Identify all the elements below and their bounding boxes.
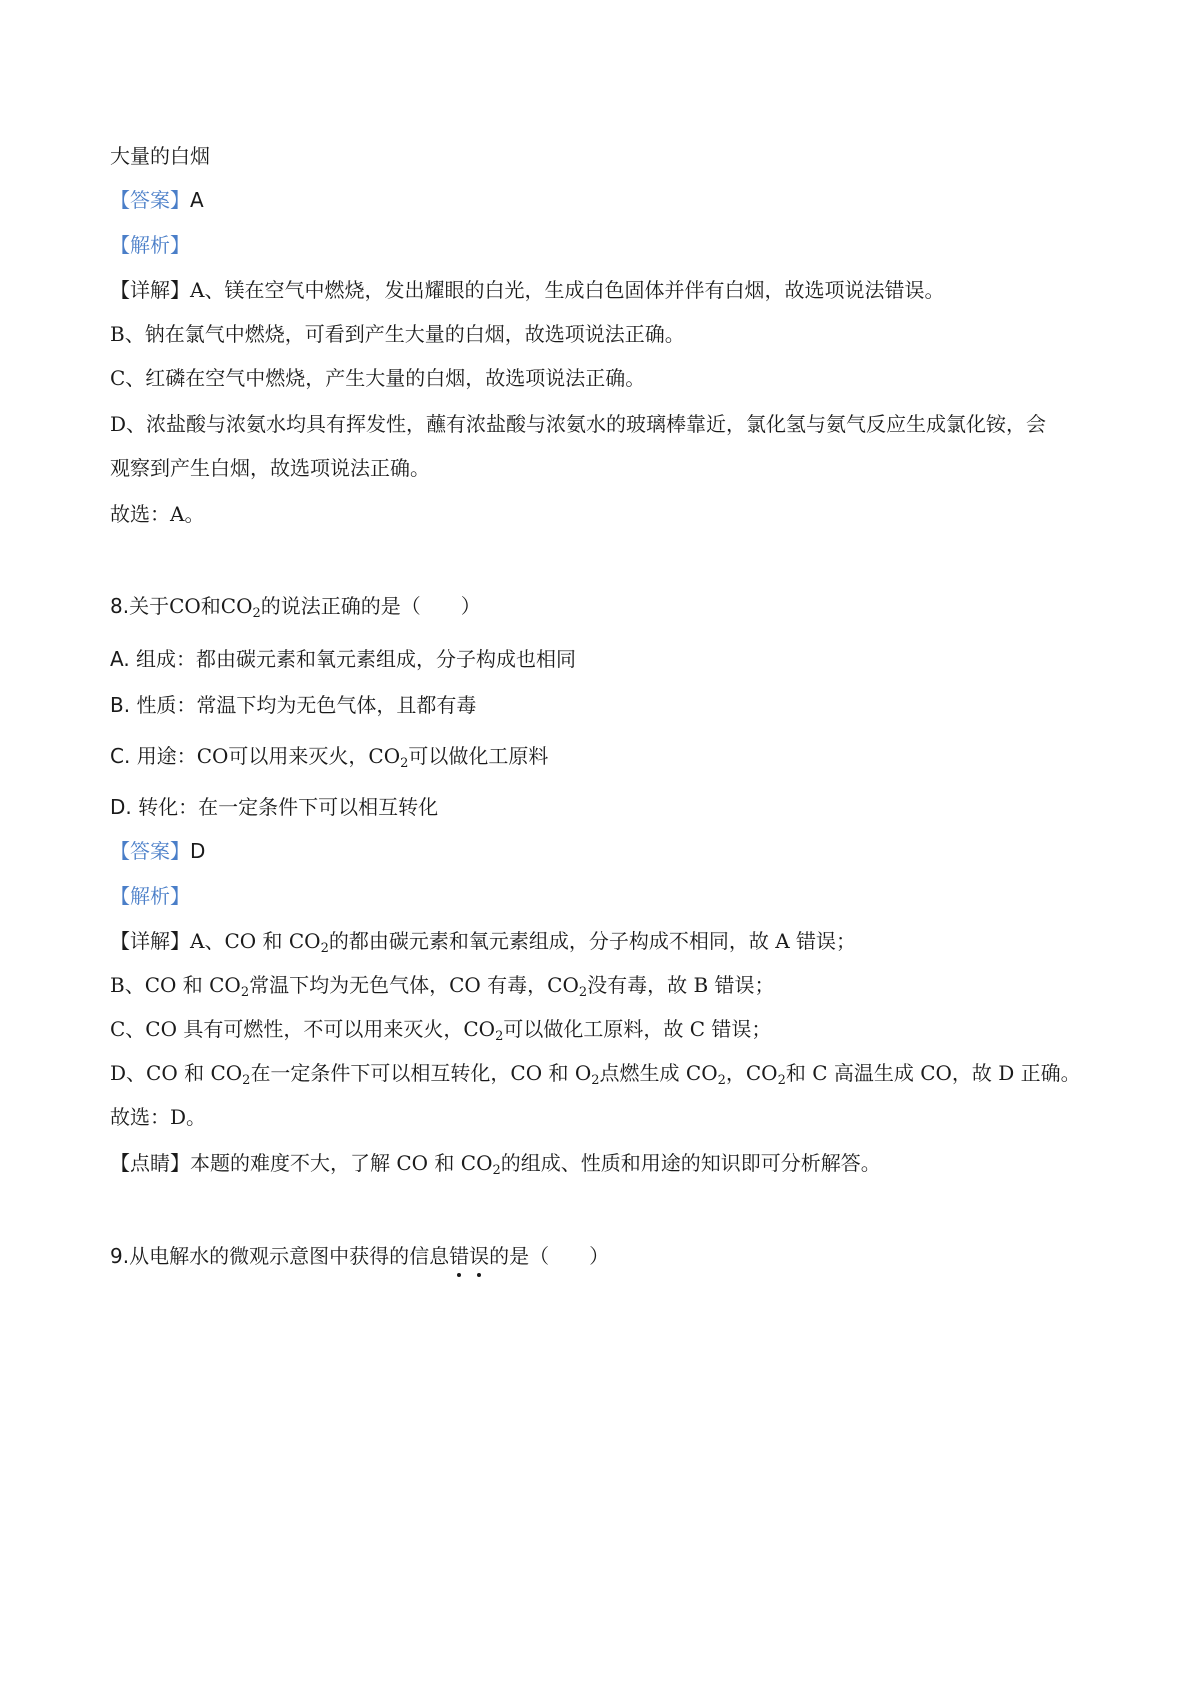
emphasis-text: 误 [469, 1244, 490, 1268]
detail-text: D、CO 和 CO [110, 1061, 243, 1085]
detail-text: 常温下均为无色气体，CO 有毒，CO [249, 973, 579, 997]
detail-text: 在一定条件下可以相互转化，CO 和 O [250, 1061, 592, 1085]
detail-line: 观察到产生白烟，故选项说法正确。 [110, 456, 430, 480]
question-9-stem [110, 1242, 609, 1270]
option-text: 可以用来灭火， [228, 744, 369, 768]
option-label: D. [110, 795, 132, 819]
stem-text: 的说法正确的是（ ） [260, 594, 481, 618]
option-label: A. [110, 647, 130, 671]
comment-text: 的组成、性质和用途的知识即可分析解答。 [500, 1151, 881, 1175]
detail-text: C、CO 具有可燃性，不可以用来灭火，CO [110, 1017, 496, 1041]
detail-text: ，CO [725, 1061, 778, 1085]
option-text: 用途： [136, 744, 197, 768]
analysis-tag: 【解析】 [110, 233, 190, 257]
detail-line [110, 1015, 771, 1051]
subscript: 2 [252, 606, 261, 621]
detail-line [110, 1059, 1081, 1095]
emphasis-char [469, 1244, 489, 1268]
subscript: 2 [320, 941, 329, 956]
detail-line: B、钠在氯气中燃烧，可看到产生大量的白烟，故选项说法正确。 [110, 322, 685, 346]
option-text: 性质：常温下均为无色气体，且都有毒 [136, 693, 477, 717]
option-text: 组成：都由碳元素和氧元素组成，分子构成也相同 [136, 647, 577, 671]
option-label: C. [110, 744, 131, 768]
detail-line [110, 927, 856, 963]
subscript: 2 [578, 985, 588, 1000]
analysis-tag: 【解析】 [110, 884, 190, 908]
answer-value: A [190, 188, 204, 212]
subscript: 2 [591, 1073, 600, 1088]
stem-text: 的是（ ） [489, 1244, 610, 1268]
detail-line [110, 971, 775, 1007]
detail-text: 点燃生成 CO [599, 1061, 718, 1085]
answer-value: D [190, 839, 206, 863]
detail-text: 【详解】A、CO 和 CO [110, 929, 321, 953]
subscript: 2 [492, 1163, 501, 1178]
subscript: 2 [240, 985, 250, 1000]
detail-text: 可以做化工原料，故 C 错误； [503, 1017, 772, 1041]
emphasis-text: 错 [449, 1244, 470, 1268]
detail-text: B、CO 和 CO [110, 973, 241, 997]
detail-line: 【详解】A、镁在空气中燃烧，发出耀眼的白光，生成白色固体并伴有白烟，故选项说法错误。 [110, 278, 945, 302]
subscript: 2 [717, 1073, 726, 1088]
detail-text: 和 C 高温生成 CO，故 D 正确。 [785, 1061, 1081, 1085]
stem-text: 和 [200, 594, 221, 618]
subscript: 2 [242, 1073, 251, 1088]
formula-co: CO [169, 594, 201, 618]
option-label: B. [110, 693, 131, 717]
option-c [110, 742, 548, 778]
detail-line: C、红磷在空气中燃烧，产生大量的白烟，故选项说法正确。 [110, 366, 646, 390]
subscript: 2 [400, 756, 409, 771]
choice-line: 故选：D。 [110, 1105, 207, 1129]
option-text: 可以做化工原料 [408, 744, 549, 768]
emphasis-dot [457, 1273, 461, 1277]
formula-co: CO [196, 744, 229, 768]
comment-text: 【点睛】本题的难度不大，了解 CO 和 CO [110, 1151, 493, 1175]
formula-co2: CO [368, 744, 401, 768]
stem-text: 9.从电解水的微观示意图中获得的信息 [110, 1244, 450, 1268]
q7-answer-line [110, 186, 204, 214]
comment-line [110, 1149, 881, 1185]
subscript: 2 [495, 1029, 504, 1044]
detail-text: 的都由碳元素和氧元素组成，分子构成不相同，故 A 错误； [328, 929, 857, 953]
option-a [110, 645, 576, 673]
q8-answer-line [110, 837, 205, 865]
option-d [110, 793, 438, 821]
answer-tag: 【答案】 [110, 188, 190, 212]
choice-line: 故选：A。 [110, 502, 205, 526]
detail-text: 没有毒，故 B 错误； [587, 973, 775, 997]
option-text: 转化：在一定条件下可以相互转化 [138, 795, 439, 819]
emphasis-char [449, 1244, 469, 1268]
option-b [110, 691, 476, 719]
answer-tag: 【答案】 [110, 839, 190, 863]
formula-co2: CO [220, 594, 253, 618]
emphasis-dot [477, 1273, 481, 1277]
stem-text: 8.关于 [110, 594, 170, 618]
subscript: 2 [777, 1073, 786, 1088]
text-line: 大量的白烟 [110, 144, 210, 168]
detail-line: D、浓盐酸与浓氨水均具有挥发性，蘸有浓盐酸与浓氨水的玻璃棒靠近，氯化氢与氨气反应生成氯化铵，会 [110, 412, 1047, 436]
question-8-stem [110, 592, 481, 628]
